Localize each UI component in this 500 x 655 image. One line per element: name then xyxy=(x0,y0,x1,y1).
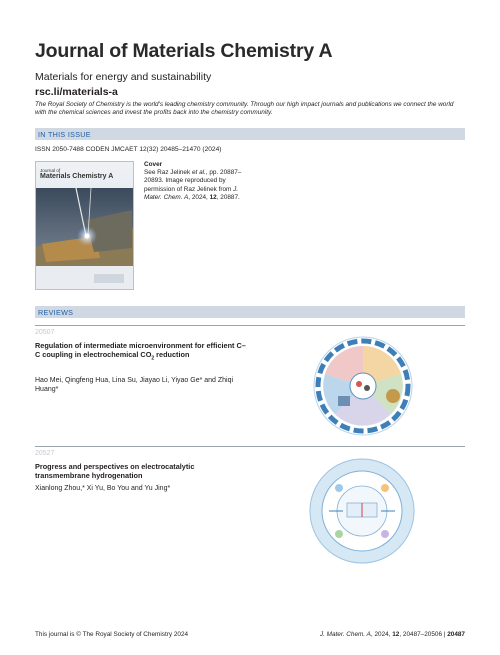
article-page-number: 20527 xyxy=(35,450,55,457)
footer-citation: J. Mater. Chem. A, 2024, 12, 20487–20506 | 20487 xyxy=(319,631,465,638)
reviews-heading: REVIEWS xyxy=(38,307,74,317)
journal-title: Journal of Materials Chemistry A xyxy=(35,40,333,62)
article-page-number: 20507 xyxy=(35,329,55,336)
footer-copyright: This journal is © The Royal Society of Chemistry 2024 xyxy=(35,631,189,638)
divider xyxy=(35,446,465,447)
cover-artwork xyxy=(36,162,133,289)
in-this-issue-heading: IN THIS ISSUE xyxy=(38,129,91,139)
cover-image-title-line1: Journal of xyxy=(40,168,61,173)
cover-caption xyxy=(144,161,254,202)
reviews-bar xyxy=(35,306,465,318)
cover-credit: See Raz Jelinek et al., pp. 20887–20893. Image reproduced by permission of Raz Jelinek from J. Mater. Chem. A, 2024, 12, 20887. xyxy=(144,169,242,201)
article-authors: Xianlong Zhou,* Xi Yu, Bo You and Yu Jing* xyxy=(35,485,171,492)
issn-line: ISSN 2050-7488 CODEN JMCAET 12(32) 20485–21470 (2024) xyxy=(35,146,222,153)
article-authors: Hao Mei, Qingfeng Hua, Lina Su, Jiayao Li, Yiyao Ge* and Zhiqi Huang* xyxy=(35,377,234,393)
cover-heading: Cover xyxy=(144,161,163,168)
toc-graphic-co2-reduction xyxy=(313,336,413,436)
journal-url-link[interactable]: rsc.li/materials-a xyxy=(35,86,118,98)
article-title[interactable]: Progress and perspectives on electrocatalytic transmembrane hydrogenation xyxy=(35,462,195,480)
rsc-blurb: The Royal Society of Chemistry is the world's leading chemistry community. Through our high impact journals and publications we connect the world with the chemical sciences and invest the profits back into the chemistry community. xyxy=(35,101,454,117)
toc-graphic-transmembrane-hydrogenation xyxy=(309,458,415,564)
article-title[interactable]: Regulation of intermediate microenvironment for efficient C–C coupling in electrochemical $CO_2$ reduction xyxy=(35,341,246,362)
journal-subtitle: Materials for energy and sustainability xyxy=(35,71,212,83)
cover-image-title-line2: Materials Chemistry A xyxy=(40,173,114,180)
cover-image[interactable] xyxy=(35,161,134,290)
divider xyxy=(35,325,465,326)
in-this-issue-bar xyxy=(35,128,465,140)
